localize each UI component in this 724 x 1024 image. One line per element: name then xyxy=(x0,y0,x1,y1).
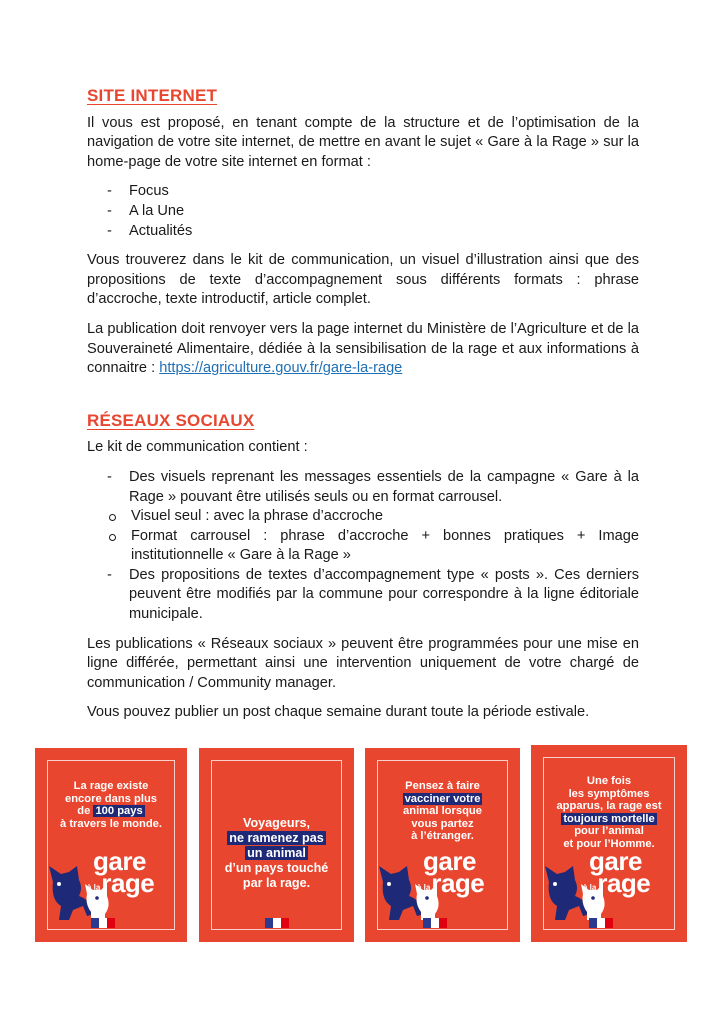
poster-highlight: 100 pays xyxy=(95,805,143,818)
section-title-reseaux-sociaux: RÉSEAUX SOCIAUX xyxy=(87,410,255,430)
poster-line xyxy=(531,800,687,813)
flag-stripe xyxy=(107,918,115,928)
poster-line xyxy=(531,825,687,838)
flag-stripe xyxy=(99,918,107,928)
subitem-format-carrousel: Format carrousel : phrase d’accroche + bonnes pratiques + Image institutionnelle « Gare à la Rage » xyxy=(87,527,639,566)
poster-card xyxy=(365,748,520,942)
flag-stripe xyxy=(423,918,431,928)
kit-item-visuels xyxy=(87,468,639,566)
dog-eye xyxy=(57,882,61,886)
poster-line-text: à l’étranger. xyxy=(411,830,474,843)
poster-line xyxy=(365,805,520,818)
flag-stripe xyxy=(589,918,597,928)
poster-line xyxy=(199,816,354,831)
logo-word-rage: rage xyxy=(597,868,651,898)
republique-francaise-flag-icon xyxy=(265,918,289,928)
poster-line xyxy=(35,818,187,831)
gare-a-la-rage-logo xyxy=(87,846,155,898)
republique-francaise-flag-icon xyxy=(589,918,613,928)
poster-line-text: animal lorsque xyxy=(403,805,482,818)
logo-word-a-la: à la xyxy=(417,882,431,892)
poster-message xyxy=(531,775,687,851)
publication-text: La publication doit renvoyer vers la page internet du Ministère de l’Agriculture et de la Souveraineté Alimentaire, dédiée à la sensibilisation de la rage et aux informations à connaitre : xyxy=(87,320,639,377)
kit-contents-list xyxy=(87,468,639,625)
poster-line xyxy=(365,793,520,806)
poster-line-text: et pour l’Homme. xyxy=(563,837,655,850)
gare-a-la-rage-logo xyxy=(583,846,651,898)
kit-paragraph: Vous trouverez dans le kit de communication, un visuel d’illustration ainsi que des propositions de texte d’accompagnement sous différents formats : phrase d’accroche, texte introductif, article complet. xyxy=(87,252,639,308)
flag-stripe xyxy=(91,918,99,928)
scheduling-paragraph: Les publications « Réseaux sociaux » peuvent être programmées pour une mise en ligne différée, permettant ainsi une intervention uniquement de votre chargé de communication / Community manager. xyxy=(87,635,639,691)
poster-message xyxy=(199,816,354,891)
flag-stripe xyxy=(605,918,613,928)
poster-highlight: toujours mortelle xyxy=(563,812,655,825)
flag-stripe xyxy=(265,918,273,928)
poster-highlight: un animal xyxy=(247,846,306,860)
poster-line-text: par la rage. xyxy=(242,876,311,890)
logo-word-rage: rage xyxy=(431,868,485,898)
logo-word-rage: rage xyxy=(101,868,155,898)
poster-line-text: Une fois xyxy=(586,775,632,787)
poster-line-text: pour l’animal xyxy=(574,825,644,838)
republique-francaise-flag-icon xyxy=(91,918,115,928)
document-body xyxy=(87,86,639,723)
poster-highlight: ne ramenez pas xyxy=(229,831,324,845)
logo-second-line xyxy=(417,868,485,898)
gare-a-la-rage-logo xyxy=(417,846,485,898)
poster-message xyxy=(365,780,520,843)
poster-message xyxy=(35,780,187,830)
poster-line xyxy=(35,805,187,818)
site-intro-paragraph: Il vous est proposé, en tenant compte de la structure et de l’optimisation de la navigation de votre site internet, de mettre en avant le sujet « Gare à la Rage » sur la home-page de votre site internet en format : xyxy=(87,114,639,170)
poster-highlight: vacciner votre xyxy=(404,792,481,805)
poster-line-text: Pensez à faire xyxy=(405,780,480,792)
poster-line-text: les symptômes xyxy=(568,787,650,800)
poster-line xyxy=(35,793,187,806)
poster-line-text: apparus, la rage est xyxy=(556,800,662,813)
logo-word-gare: gare xyxy=(93,846,146,876)
poster-line xyxy=(531,813,687,826)
poster-line xyxy=(365,780,520,793)
poster-line-text: Voyageurs, xyxy=(243,816,310,830)
logo-word-a-la: à la xyxy=(87,882,101,892)
poster-line xyxy=(35,780,187,793)
flag-stripe xyxy=(431,918,439,928)
format-item: - Actualités xyxy=(87,222,639,242)
flag-stripe xyxy=(597,918,605,928)
poster-card xyxy=(35,748,187,942)
flag-stripe xyxy=(439,918,447,928)
logo-second-line xyxy=(583,868,651,898)
poster-line-text: vous partez xyxy=(411,817,474,830)
poster-line-text: La rage existe xyxy=(73,780,149,792)
format-item: - Focus xyxy=(87,182,639,202)
kit-contents-intro: Le kit de communication contient : xyxy=(87,439,308,456)
poster-line xyxy=(199,846,354,861)
logo-word-a-la: à la xyxy=(583,882,597,892)
poster-line xyxy=(365,830,520,843)
poster-line-prefix: de xyxy=(77,805,94,818)
dog-eye xyxy=(553,882,557,886)
kit-item-posts: - Des propositions de textes d’accompagnement type « posts ». Ces derniers peuvent être modifiés par la commune pour correspondre à la ligne éditoriale municipale. xyxy=(87,566,639,625)
republique-francaise-flag-icon xyxy=(423,918,447,928)
publication-paragraph xyxy=(87,320,639,379)
logo-word-gare: gare xyxy=(423,846,476,876)
format-item: - A la Une xyxy=(87,202,639,222)
poster-line-text: d’un pays touché xyxy=(224,861,329,875)
poster-line xyxy=(199,861,354,876)
poster-line xyxy=(531,788,687,801)
flag-stripe xyxy=(273,918,281,928)
poster-line xyxy=(365,818,520,831)
ministry-link[interactable]: https://agriculture.gouv.fr/gare-la-rage xyxy=(159,360,403,377)
poster-card xyxy=(199,748,354,942)
poster-line-text: encore dans plus xyxy=(64,792,157,805)
poster-line-text: à travers le monde. xyxy=(60,817,162,830)
kit-item-visuels-text: Des visuels reprenant les messages essentiels de la campagne « Gare à la Rage » pouvant être utilisés seuls ou en format carrousel. xyxy=(129,468,639,505)
poster-line xyxy=(531,775,687,788)
weekly-paragraph: Vous pouvez publier un post chaque semaine durant toute la période estivale. xyxy=(87,704,590,721)
subitem-visuel-seul: Visuel seul : avec la phrase d’accroche xyxy=(87,507,639,527)
logo-word-gare: gare xyxy=(589,846,642,876)
poster-card xyxy=(531,745,687,942)
section-title-site-internet: SITE INTERNET xyxy=(87,86,218,105)
visuels-sublist xyxy=(129,507,639,566)
poster-line xyxy=(199,831,354,846)
format-list xyxy=(87,182,639,241)
flag-stripe xyxy=(281,918,289,928)
logo-second-line xyxy=(87,868,155,898)
poster-line xyxy=(199,876,354,891)
dog-eye xyxy=(387,882,391,886)
